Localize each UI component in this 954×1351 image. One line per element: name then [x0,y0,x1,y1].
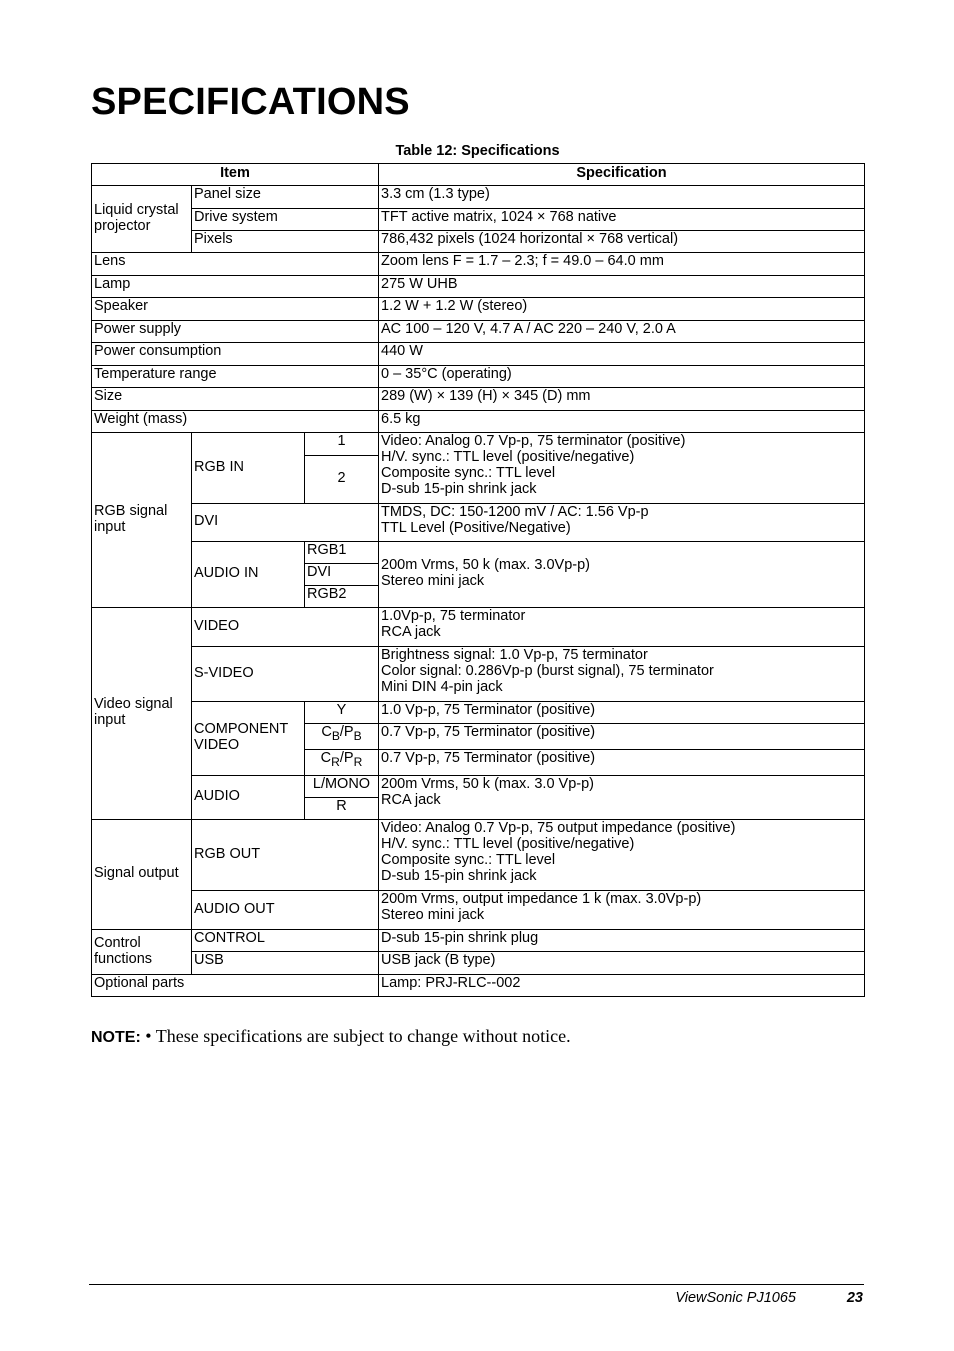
row-label-control: CONTROL [192,930,379,952]
header-specification: Specification [379,164,865,186]
component-sub-y: Y [305,702,379,724]
table-row [92,542,865,564]
spec-line: Video: Analog 0.7 Vp-p, 75 output impedance (positive) [381,820,736,836]
row-value-weight: 6.5 kg [379,411,865,433]
spec-line: D-sub 15-pin shrink jack [381,481,537,497]
spec-line: RCA jack [381,792,441,808]
table-row [92,975,865,997]
row-value-temperature-range: 0 – 35°C (operating) [379,366,865,388]
table-header-row [92,164,865,186]
row-label-optional-parts: Optional parts [92,975,379,997]
row-value-s-video [379,647,865,702]
row-label-size: Size [92,388,379,411]
rgb-in-sub-1: 1 [305,433,379,456]
row-value-component-cr: 0.7 Vp-p, 75 Terminator (positive) [379,750,865,776]
row-label-rgb-signal-input: RGB signal input [92,433,192,608]
spec-line: Composite sync.: TTL level [381,852,556,868]
row-value-audio [379,776,865,820]
audio-in-sub-rgb1: RGB1 [305,542,379,564]
spec-line: 1.0Vp-p, 75 terminator [381,608,526,624]
spec-line: H/V. sync.: TTL level (positive/negative) [381,836,635,852]
component-sub-cb-pb [305,724,379,750]
row-label-s-video: S-VIDEO [192,647,379,702]
row-value-component-cb: 0.7 Vp-p, 75 Terminator (positive) [379,724,865,750]
spec-line: 200m Vrms, 50 k (max. 3.0 Vp-p) [381,776,595,792]
row-label-lamp: Lamp [92,276,379,298]
row-label-drive-system: Drive system [192,209,379,231]
row-label-lens: Lens [92,253,379,276]
cr-main: C [320,750,332,766]
note [91,1025,571,1049]
spec-line: Stereo mini jack [381,907,485,923]
table-row [92,820,865,891]
row-label-rgb-out: RGB OUT [192,820,379,891]
row-value-panel-size: 3.3 cm (1.3 type) [379,186,865,209]
row-value-size: 289 (W) × 139 (H) × 345 (D) mm [379,388,865,411]
row-label-rgb-in: RGB IN [192,433,305,504]
row-value-audio-in [379,542,865,608]
table-row [92,253,865,276]
table-row [92,608,865,647]
table-row [92,702,865,724]
row-label-signal-output: Signal output [92,820,192,930]
cb-sep: /P [339,724,354,740]
table-row [92,276,865,298]
spec-line: TMDS, DC: 150-1200 mV / AC: 1.56 Vp-p [381,504,649,520]
table-row [92,930,865,952]
table-row [92,433,865,456]
row-value-rgb-in [379,433,865,504]
audio-in-sub-dvi: DVI [305,564,379,586]
page-number: 23 [846,1290,863,1306]
row-label-panel-size: Panel size [192,186,379,209]
pr-sub: R [353,754,363,769]
footer-divider [89,1284,864,1285]
table-row [92,186,865,209]
pb-sub: B [353,728,362,743]
spec-line: Composite sync.: TTL level [381,465,556,481]
row-label-audio-out: AUDIO OUT [192,891,379,930]
audio-in-sub-rgb2: RGB2 [305,586,379,608]
spec-line: Stereo mini jack [381,573,485,589]
row-value-drive-system: TFT active matrix, 1024 × 768 native [379,209,865,231]
spec-line: TTL Level (Positive/Negative) [381,520,571,536]
row-label-control-functions: Control functions [92,930,192,975]
row-value-lamp: 275 W UHB [379,276,865,298]
row-label-speaker: Speaker [92,298,379,321]
audio-sub-l-mono: L/MONO [305,776,379,798]
row-value-rgb-out [379,820,865,891]
spec-line: H/V. sync.: TTL level (positive/negative) [381,449,635,465]
row-label-pixels: Pixels [192,231,379,253]
table-row [92,411,865,433]
row-label-video-signal-input: Video signal input [92,608,192,820]
row-label-weight: Weight (mass) [92,411,379,433]
table-row [92,891,865,930]
spec-line: 200m Vrms, output impedance 1 k (max. 3.0Vp-p) [381,891,702,907]
table-row [92,231,865,253]
row-value-lens: Zoom lens F = 1.7 – 2.3; f = 49.0 – 64.0 mm [379,253,865,276]
row-value-pixels: 786,432 pixels (1024 horizontal × 768 vertical) [379,231,865,253]
component-label-line: COMPONENT [194,721,289,737]
row-label-power-consumption: Power consumption [92,343,379,366]
table-row [92,952,865,975]
table-row [92,298,865,321]
row-label-dvi: DVI [192,504,379,542]
row-value-dvi [379,504,865,542]
rgb-in-sub-2: 2 [305,456,379,504]
spec-line: RCA jack [381,624,441,640]
row-value-power-supply: AC 100 – 120 V, 4.7 A / AC 220 – 240 V, 2.0 A [379,321,865,343]
table-row [92,388,865,411]
cr-sub: R [331,754,340,769]
spec-line: Video: Analog 0.7 Vp-p, 75 terminator (positive) [381,433,686,449]
row-value-usb: USB jack (B type) [379,952,865,975]
row-value-control: D-sub 15-pin shrink plug [379,930,865,952]
row-label-audio: AUDIO [192,776,305,820]
table-row [92,776,865,798]
row-label-component-video [192,702,305,776]
table-row [92,504,865,542]
spec-line: Brightness signal: 1.0 Vp-p, 75 terminator [381,647,648,663]
table-row [92,321,865,343]
table-caption: Table 12: Specifications [395,143,560,159]
header-item: Item [92,164,379,186]
row-label-temperature-range: Temperature range [92,366,379,388]
footer-brand: ViewSonic PJ1065 [675,1290,796,1306]
cb-sub: B [331,728,340,743]
table-row [92,209,865,231]
row-value-component-y: 1.0 Vp-p, 75 Terminator (positive) [379,702,865,724]
row-label-audio-in: AUDIO IN [192,542,305,608]
row-label-usb: USB [192,952,379,975]
audio-sub-r: R [305,798,379,820]
spec-line: 200m Vrms, 50 k (max. 3.0Vp-p) [381,557,590,573]
row-value-optional-parts: Lamp: PRJ-RLC--002 [379,975,865,997]
row-label-power-supply: Power supply [92,321,379,343]
row-label-video: VIDEO [192,608,379,647]
note-label: NOTE: [91,1029,141,1046]
table-row [92,343,865,366]
row-value-audio-out [379,891,865,930]
cr-sep: /P [339,750,354,766]
row-label-lcp: Liquid crystal projector [92,186,192,253]
page-title: SPECIFICATIONS [91,81,410,123]
specifications-table [91,163,865,997]
row-value-speaker: 1.2 W + 1.2 W (stereo) [379,298,865,321]
cb-main: C [321,724,332,740]
row-value-video [379,608,865,647]
note-text: • These specifications are subject to change without notice. [140,1026,571,1046]
table-row [92,366,865,388]
component-sub-cr-pr [305,750,379,776]
component-label-line: VIDEO [194,737,240,753]
spec-line: Mini DIN 4-pin jack [381,679,503,695]
spec-line: Color signal: 0.286Vp-p (burst signal), 75 terminator [381,663,714,679]
row-value-power-consumption: 440 W [379,343,865,366]
spec-line: D-sub 15-pin shrink jack [381,868,537,884]
table-row [92,647,865,702]
